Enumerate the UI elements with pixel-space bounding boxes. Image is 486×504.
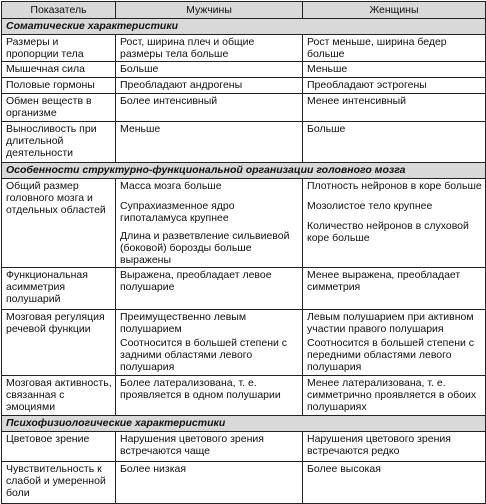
- table-header-row: [2, 2, 486, 19]
- men-cell: Более интенсивный: [116, 94, 303, 122]
- row-label: Функциональная асимметрия полушарий: [2, 268, 116, 310]
- table-row: [2, 78, 486, 94]
- header-indicator: Показатель: [2, 2, 116, 19]
- men-cell: Выражена, преобладает левое полушарие: [116, 268, 303, 310]
- table-row: [2, 462, 486, 504]
- table-row: [2, 432, 486, 462]
- table-row: [2, 35, 486, 62]
- row-label: Цветовое зрение: [2, 432, 116, 462]
- men-point: Соотносится в большей степени с задними областями левого полушария: [120, 337, 288, 373]
- table-row: [2, 62, 486, 78]
- women-cell: Больше: [303, 122, 486, 163]
- women-cell: Более высокая: [303, 462, 486, 504]
- table-row: [2, 310, 486, 376]
- header-men: Мужчины: [116, 2, 303, 19]
- women-cell: [303, 310, 486, 376]
- section-row: [2, 19, 486, 35]
- women-point: Количество нейронов в слуховой коре больше: [307, 220, 469, 244]
- comparison-table: [1, 1, 486, 504]
- row-label: Мозговая регуляция речевой функции: [2, 310, 116, 376]
- section-somatic: Соматические характеристики: [2, 19, 486, 35]
- table-row: [2, 94, 486, 122]
- row-label: Выносливость при длительной деятельности: [2, 122, 116, 163]
- men-cell: Нарушения цветового зрения встречаются чаще: [116, 432, 303, 462]
- women-cell: Рост меньше, ширина бедер больше: [303, 35, 486, 62]
- women-cell: [303, 179, 486, 268]
- section-brain: Особенности структурно-функциональной организации головного мозга: [2, 163, 486, 179]
- women-point: Левым полушарием при активном участии правого полушария: [307, 311, 474, 335]
- men-cell: [116, 310, 303, 376]
- women-point: Соотносится в большей степени с передними областями левого полушария: [307, 337, 475, 373]
- row-label: Общий размер головного мозга и отдельных областей: [2, 179, 116, 268]
- row-label: Обмен веществ в организме: [2, 94, 116, 122]
- women-cell: Меньше: [303, 62, 486, 78]
- section-psychophysiological: Психофизиологические характеристики: [2, 416, 486, 432]
- row-label: Мозговая активность, связанная с эмоциями: [2, 376, 116, 416]
- men-cell: Рост, ширина плеч и общие размеры тела больше: [116, 35, 303, 62]
- men-cell: Более низкая: [116, 462, 303, 504]
- women-point: Плотность нейронов в коре больше: [307, 180, 482, 192]
- men-cell: Меньше: [116, 122, 303, 163]
- men-cell: Больше: [116, 62, 303, 78]
- men-cell: Более латерализована, т. е. проявляется в одном полушарии: [116, 376, 303, 416]
- row-label: Мышечная сила: [2, 62, 116, 78]
- row-label: Чувствительность к слабой и умеренной боли: [2, 462, 116, 504]
- men-point: Преимущественно левым полушарием: [120, 311, 247, 335]
- men-point: Масса мозга больше: [120, 180, 222, 192]
- men-point: Длина и разветвление сильвиевой (боковой) борозды больше выражены: [120, 230, 290, 266]
- row-label: Размеры и пропорции тела: [2, 35, 116, 62]
- table-row: [2, 179, 486, 268]
- row-label: Половые гормоны: [2, 78, 116, 94]
- women-cell: Менее латерализована, т. е. симметрично проявляется в обоих полушариях: [303, 376, 486, 416]
- men-point: Супрахиазменное ядро гипоталамуса крупнее: [120, 200, 235, 224]
- table-row: [2, 376, 486, 416]
- women-cell: Нарушения цветового зрения встречаются редко: [303, 432, 486, 462]
- section-row: [2, 163, 486, 179]
- men-cell: [116, 179, 303, 268]
- women-point: Мозолистое тело крупнее: [307, 200, 433, 212]
- table-row: [2, 122, 486, 163]
- table-row: [2, 268, 486, 310]
- women-cell: Менее интенсивный: [303, 94, 486, 122]
- women-cell: Преобладают эстрогены: [303, 78, 486, 94]
- section-row: [2, 416, 486, 432]
- header-women: Женщины: [303, 2, 486, 19]
- women-cell: Менее выражена, преобладает симметрия: [303, 268, 486, 310]
- men-cell: Преобладают андрогены: [116, 78, 303, 94]
